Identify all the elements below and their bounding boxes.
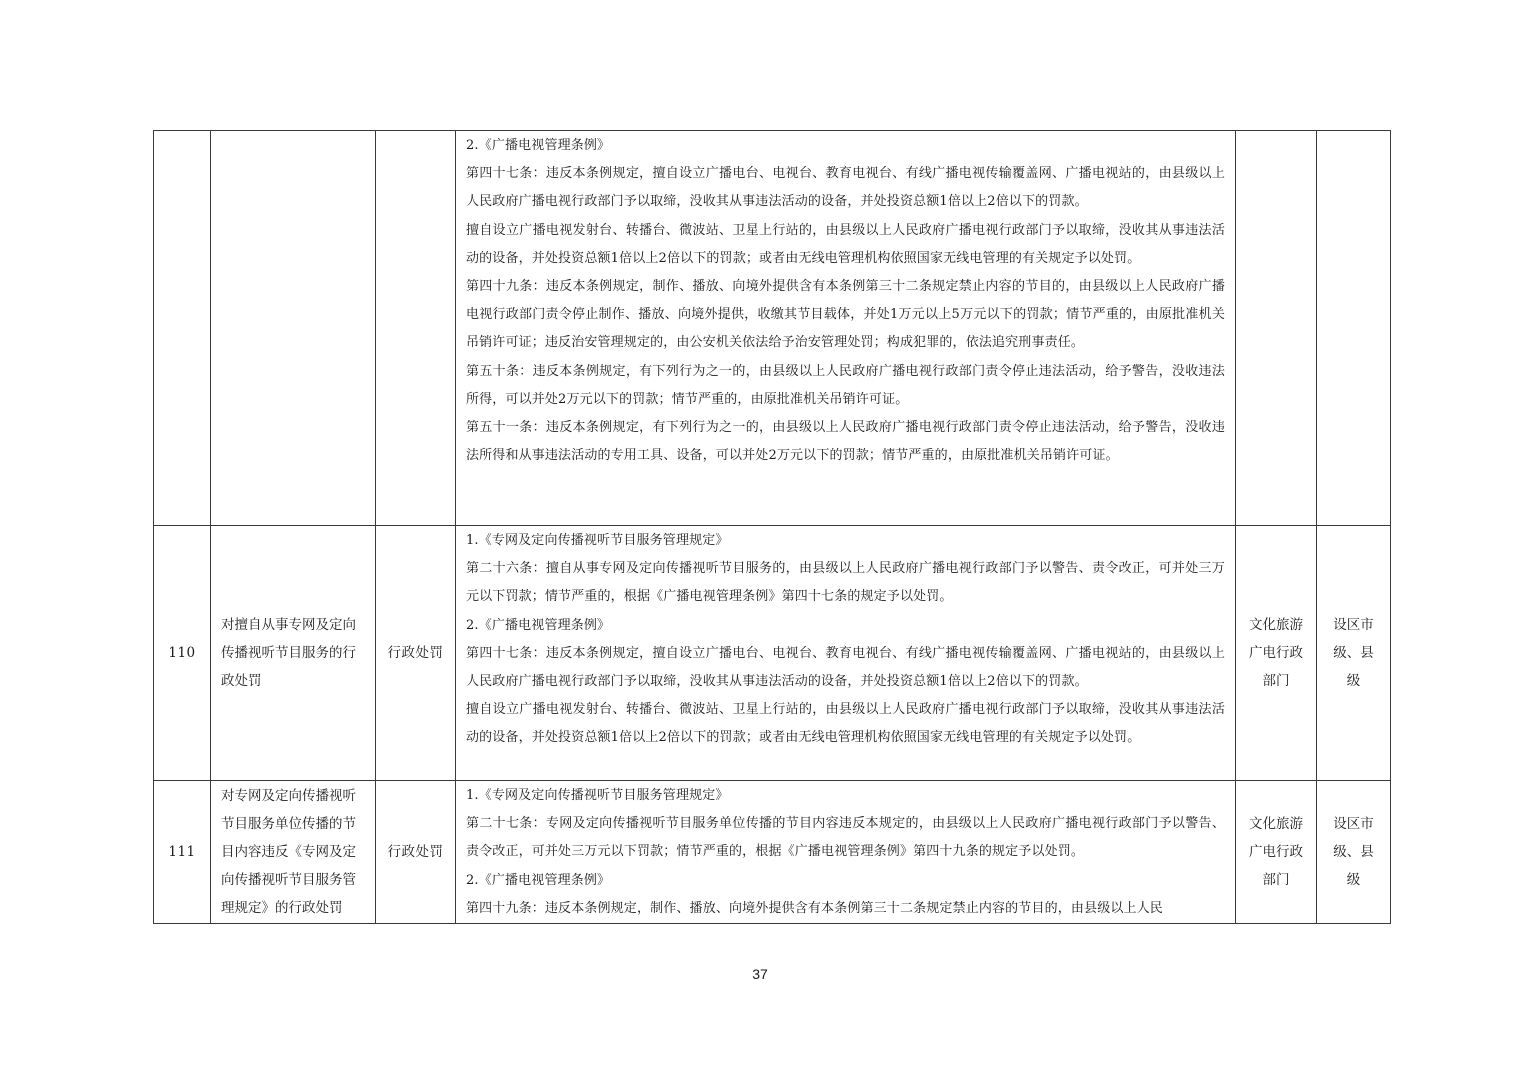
penalty-table	[153, 130, 1391, 924]
basis-paragraph: 第二十七条：专网及定向传播视听节目服务单位传播的节目内容违反本规定的，由县级以上人民政府广播电视行政部门予以警告、责令改正，可并处三万元以下罚款；情节严重的，根据《广播电视管理条例》第四十九条的规定予以处罚。	[466, 816, 1225, 860]
legal-basis-cell	[456, 781, 1236, 924]
basis-paragraph: 第五十条：违反本条例规定，有下列行为之一的，由县级以上人民政府广播电视行政部门责令停止违法活动，给予警告，没收违法所得，可以并处2万元以下的罚款；情节严重的，由原批准机关吊销许可证。	[466, 363, 1225, 407]
basis-paragraph: 1.《专网及定向传播视听节目服务管理规定》	[466, 533, 729, 548]
basis-paragraph: 第二十六条：擅自从事专网及定向传播视听节目服务的，由县级以上人民政府广播电视行政部门予以警告、责令改正，可并处三万元以下罚款；情节严重的，根据《广播电视管理条例》第四十七条的规定予以处罚。	[466, 561, 1225, 605]
basis-paragraph: 擅自设立广播电视发射台、转播台、微波站、卫星上行站的，由县级以上人民政府广播电视行政部门予以取缔，没收其从事违法活动的设备，并处投资总额1倍以上2倍以下的罚款；或者由无线电管理机构依照国家无线电管理的有关规定予以处罚。	[466, 222, 1225, 266]
item-name-cell: 对专网及定向传播视听节目服务单位传播的节目内容违反《专网及定向传播视听节目服务管理规定》的行政处罚	[211, 781, 376, 924]
basis-paragraph: 第四十九条：违反本条例规定，制作、播放、向境外提供含有本条例第三十二条规定禁止内容的节目的，由县级以上人民政府广播电视行政部门责令停止制作、播放、向境外提供，收缴其节目载体，并处1万元以上5万元以下的罚款；情节严重的，由原批准机关吊销许可证；违反治安管理规定的，由公安机关依法给予治安管理处罚；构成犯罪的，依法追究刑事责任。	[466, 279, 1225, 351]
basis-paragraph: 第五十一条：违反本条例规定，有下列行为之一的，由县级以上人民政府广播电视行政部门责令停止违法活动，给予警告，没收违法所得和从事违法活动的专用工具、设备，可以并处2万元以下的罚款；情节严重的，由原批准机关吊销许可证。	[466, 420, 1225, 464]
basis-paragraph: 第四十七条：违反本条例规定，擅自设立广播电台、电视台、教育电视台、有线广播电视传输覆盖网、广播电视站的，由县级以上人民政府广播电视行政部门予以取缔，没收其从事违法活动的设备，并处投资总额1倍以上2倍以下的罚款。	[466, 645, 1225, 690]
table-row	[154, 131, 1391, 526]
basis-paragraph: 1.《专网及定向传播视听节目服务管理规定》	[466, 788, 729, 803]
department-cell: 文化旅游广电行政部门	[1236, 526, 1317, 781]
item-type-cell	[376, 131, 456, 526]
table-row	[154, 526, 1391, 781]
item-name-cell	[211, 131, 376, 526]
legal-basis-cell	[456, 526, 1236, 781]
basis-paragraph: 2.《广播电视管理条例》	[466, 138, 611, 153]
basis-paragraph: 2.《广播电视管理条例》	[466, 872, 611, 888]
basis-paragraph: 擅自设立广播电视发射台、转播台、微波站、卫星上行站的，由县级以上人民政府广播电视行政部门予以取缔，没收其从事违法活动的设备，并处投资总额1倍以上2倍以下的罚款；或者由无线电管理机构依照国家无线电管理的有关规定予以处罚。	[466, 702, 1225, 746]
level-cell	[1317, 131, 1391, 526]
item-type-cell: 行政处罚	[376, 526, 456, 781]
row-number-cell	[154, 131, 211, 526]
page-number: 37	[752, 966, 768, 982]
item-name-cell: 对擅自从事专网及定向传播视听节目服务的行政处罚	[211, 526, 376, 781]
basis-paragraph: 2.《广播电视管理条例》	[466, 617, 611, 633]
row-number-cell: 110	[154, 526, 211, 781]
basis-paragraph: 第四十九条：违反本条例规定，制作、播放、向境外提供含有本条例第三十二条规定禁止内容的节目的，由县级以上人民	[466, 900, 1163, 916]
table-row	[154, 781, 1391, 924]
legal-basis-cell	[456, 131, 1236, 526]
basis-paragraph: 第四十七条：违反本条例规定，擅自设立广播电台、电视台、教育电视台、有线广播电视传输覆盖网、广播电视站的，由县级以上人民政府广播电视行政部门予以取缔，没收其从事违法活动的设备，并处投资总额1倍以上2倍以下的罚款。	[466, 166, 1225, 210]
department-cell	[1236, 131, 1317, 526]
level-cell: 设区市级、县级	[1317, 526, 1391, 781]
department-cell: 文化旅游广电行政部门	[1236, 781, 1317, 924]
level-cell: 设区市级、县级	[1317, 781, 1391, 924]
item-type-cell: 行政处罚	[376, 781, 456, 924]
row-number-cell: 111	[154, 781, 211, 924]
